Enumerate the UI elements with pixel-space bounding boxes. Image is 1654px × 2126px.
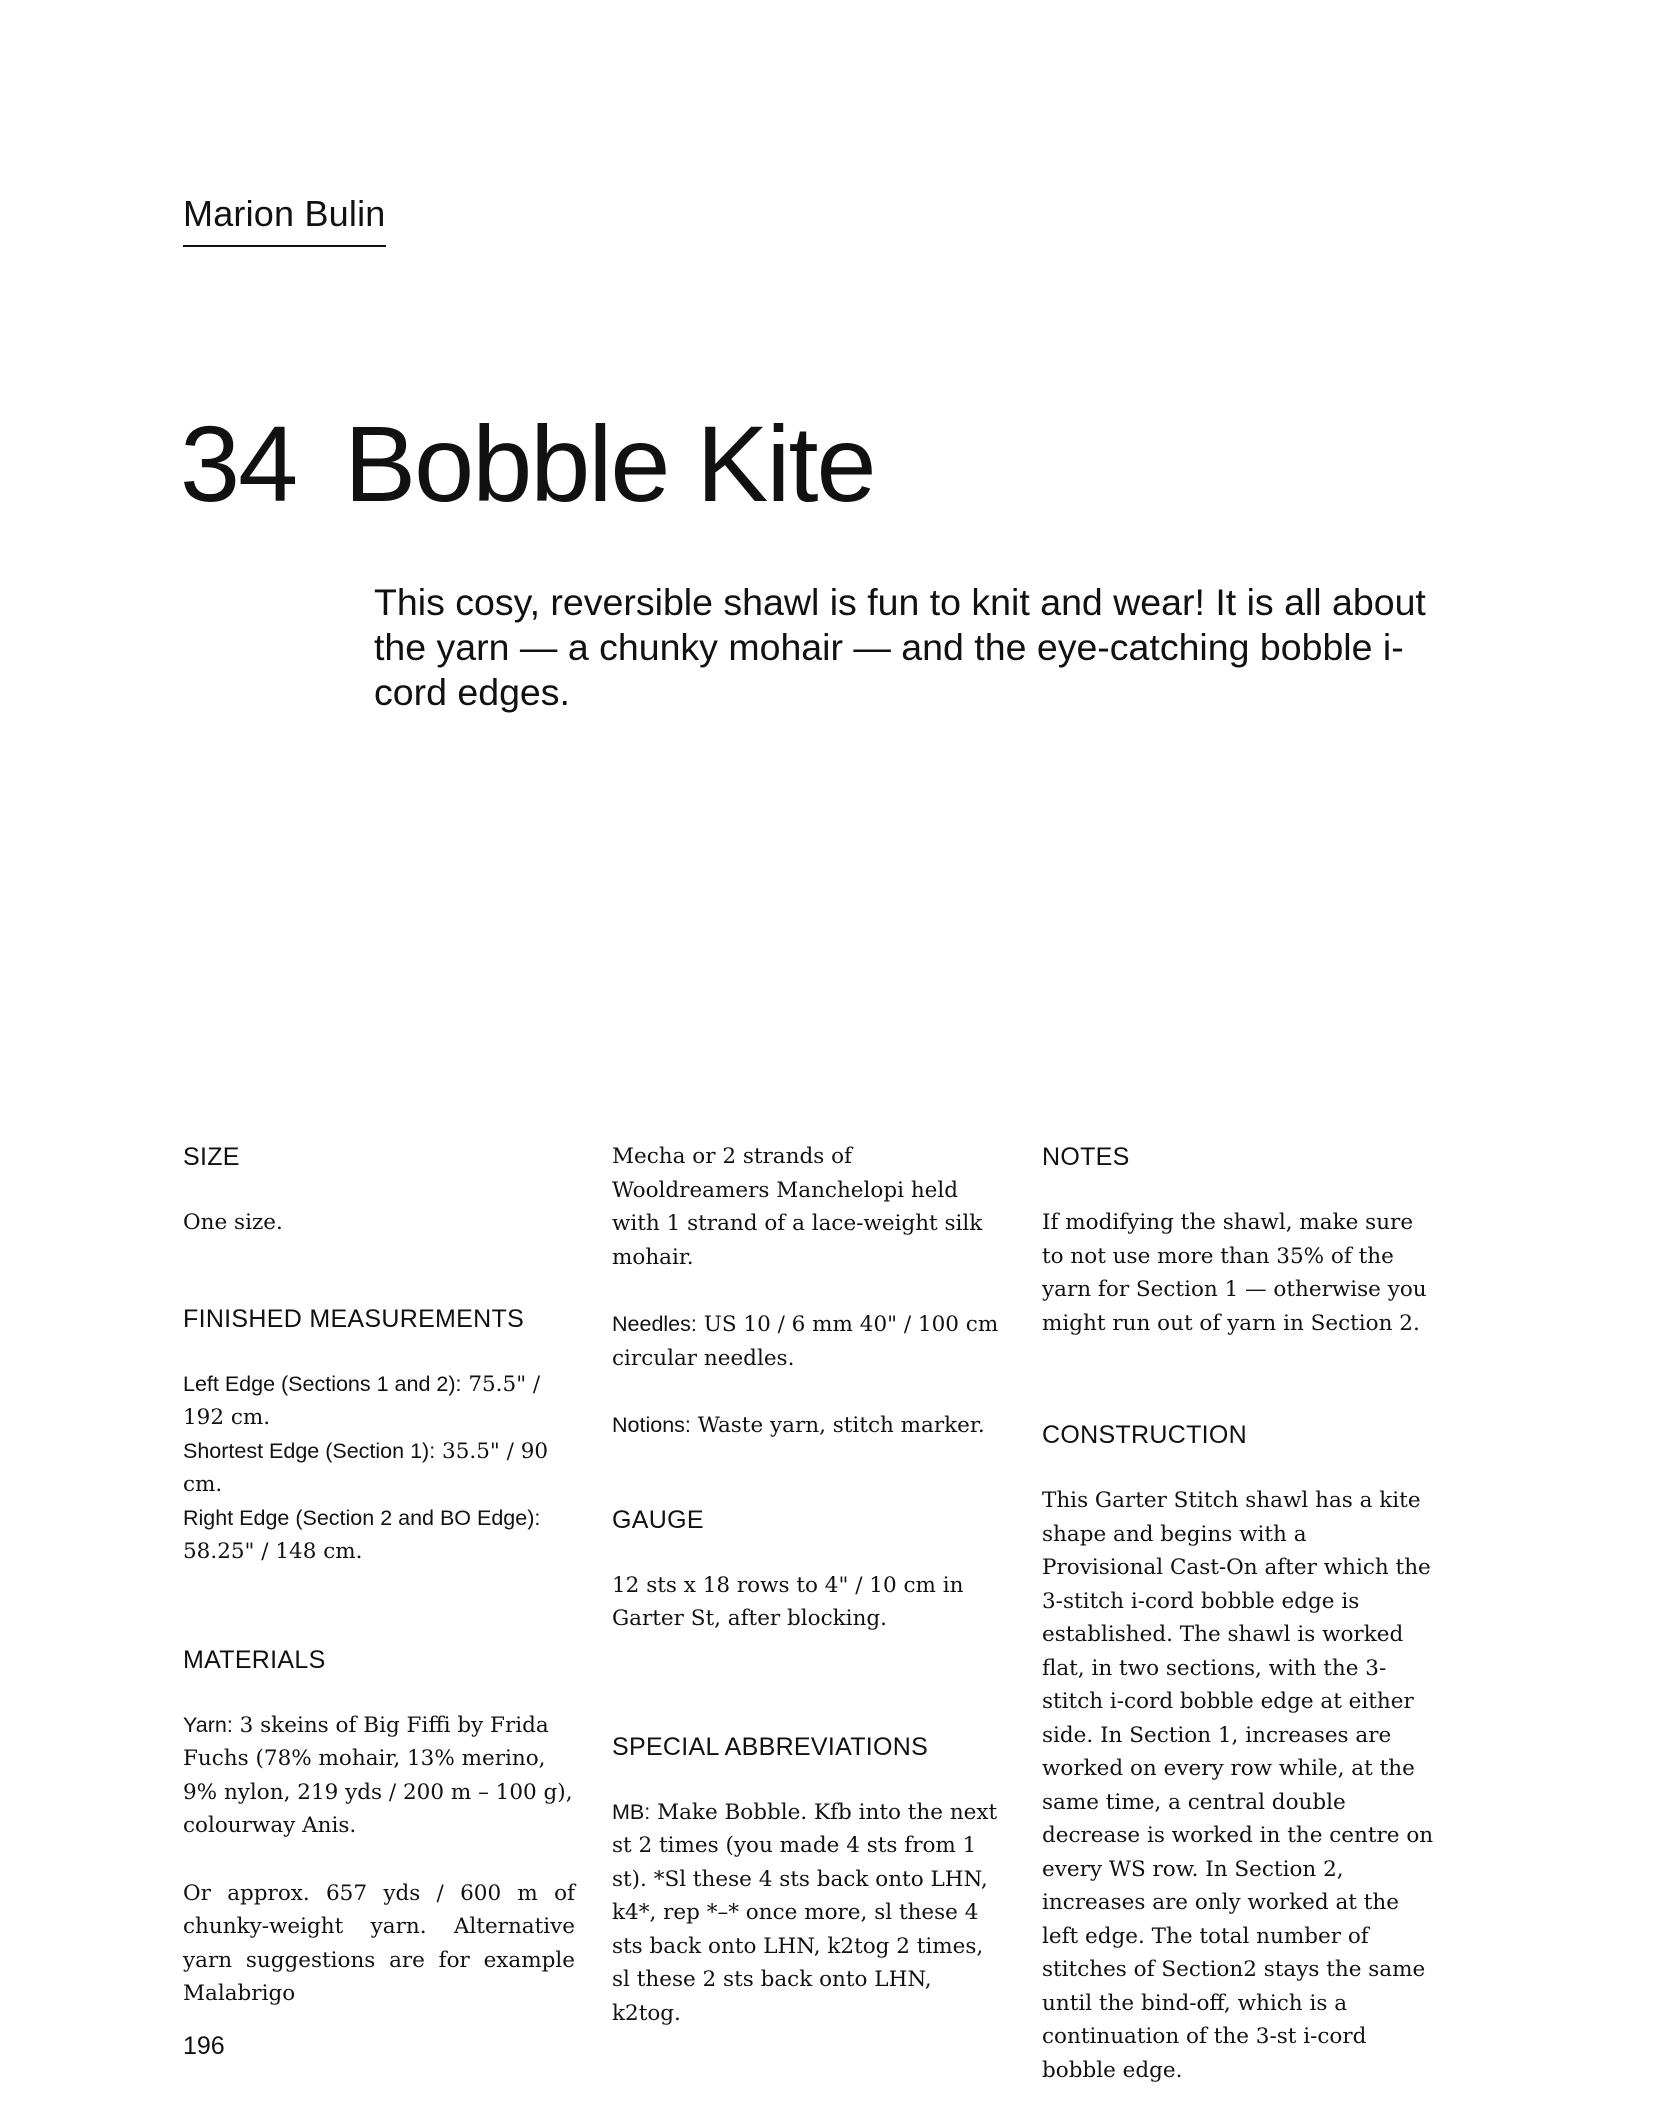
column-2 — [612, 1140, 1004, 2064]
measurements-list — [183, 1368, 575, 1569]
mb-label: MB: — [612, 1799, 651, 1824]
page-number: 196 — [183, 2032, 225, 2060]
notions-paragraph — [612, 1409, 1004, 1443]
column-1 — [183, 1140, 575, 2045]
special-abbreviations-heading: SPECIAL ABBREVIATIONS — [612, 1732, 929, 1761]
measurement-right-edge — [183, 1502, 575, 1569]
pattern-title — [180, 405, 875, 524]
construction-heading: CONSTRUCTION — [1042, 1421, 1247, 1449]
measurement-label: Left Edge (Sections 1 and 2): — [183, 1371, 462, 1396]
notions-text: Waste yarn, stitch marker. — [697, 1413, 985, 1438]
column-3 — [1042, 1140, 1434, 2121]
yarn-text: 3 skeins of Big Fiffi by Frida Fuchs (78% mohair, 13% merino, 9% nylon, 219 yds / 200 m – 100 g), colourway Anis. — [183, 1712, 573, 1838]
yarn-paragraph — [183, 1709, 575, 1843]
pattern-number: 34 — [180, 403, 297, 524]
notes-text: If modifying the shawl, make sure to not use more than 35% of the yarn for Section 1 — otherwise you might run out of yarn in Section 2. — [1042, 1210, 1427, 1336]
needles-paragraph — [612, 1308, 1004, 1375]
mb-abbreviation — [612, 1796, 1004, 2031]
alternative-yarn-text-continued: Mecha or 2 strands of Wooldreamers Manchelopi held with 1 strand of a lace-weight silk mohair. — [612, 1144, 983, 1270]
designer-name: Marion Bulin — [183, 193, 386, 247]
gauge-heading: GAUGE — [612, 1505, 704, 1534]
construction-text: This Garter Stitch shawl has a kite shape and begins with a Provisional Cast-On after which the 3-stitch i-cord bobble edge is established. The shawl is worked flat, in two sections, with the 3-stitch i-cord bobble edge at either side. In Section 1, increases are worked on every row while, at the same time, a central double decrease is worked in the centre on every WS row. In Section 2, increases are only worked at the left edge. The total number of stitches of Section2 stays the same until the bind-off, which is a continuation of the 3-st i-cord bobble edge. — [1042, 1488, 1434, 2083]
needles-label: Needles: — [612, 1312, 697, 1336]
notes-heading: NOTES — [1042, 1143, 1130, 1171]
alternative-yarn-text: Or approx. 657 yds / 600 m of chunky-weight yarn. Alternative yarn suggestions are for example Malabrigo — [183, 1880, 575, 2006]
intro-paragraph: This cosy, reversible shawl is fun to knit and wear! It is all about the yarn — a chunky mohair — and the eye-catching bobble i-cord edges. — [374, 581, 1426, 713]
size-text: One size. — [183, 1210, 283, 1235]
materials-heading: MATERIALS — [183, 1645, 326, 1674]
size-heading: SIZE — [183, 1143, 240, 1171]
measurement-label: Shortest Edge (Section 1): — [183, 1438, 436, 1463]
measurement-shortest-edge — [183, 1435, 575, 1502]
pattern-name: Bobble Kite — [344, 403, 875, 524]
measurement-value: 35.5" / 90 cm. — [183, 1438, 549, 1497]
finished-measurements-heading: FINISHED MEASUREMENTS — [183, 1304, 525, 1333]
mb-text: Make Bobble. Kfb into the next st 2 times (you made 4 sts from 1 st). *Sl these 4 sts back onto LHN, k4*, rep *–* once more, sl these 4 sts back onto LHN, k2tog 2 times, sl these 2 sts back onto LHN, k2tog. — [612, 1799, 998, 2026]
gauge-text: 12 sts x 18 rows to 4" / 10 cm in Garter St, after blocking. — [612, 1572, 964, 1631]
yarn-label: Yarn: — [183, 1712, 233, 1737]
measurement-label: Right Edge (Section 2 and BO Edge): — [183, 1505, 541, 1530]
measurement-left-edge — [183, 1368, 575, 1435]
measurement-value: 58.25" / 148 cm. — [183, 1539, 363, 1564]
measurement-value: 75.5" / 192 cm. — [183, 1371, 541, 1430]
notions-label: Notions: — [612, 1413, 691, 1437]
needles-text: US 10 / 6 mm 40" / 100 cm circular needles. — [612, 1312, 999, 1371]
